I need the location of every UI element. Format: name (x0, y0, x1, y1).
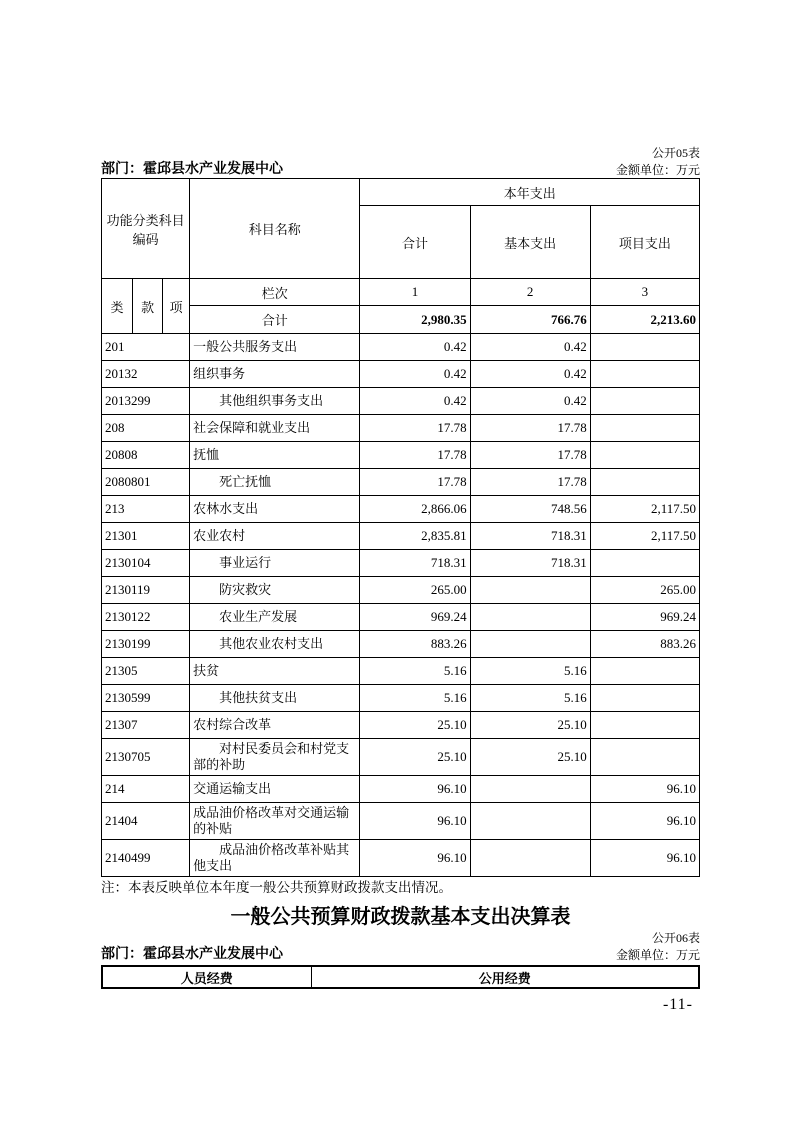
rank-col-2: 2 (470, 279, 590, 306)
amount-total-cell: 718.31 (360, 550, 470, 577)
amount-total-cell: 25.10 (360, 712, 470, 739)
code-cell: 2130122 (102, 604, 190, 631)
amount-basic-cell: 25.10 (470, 739, 590, 776)
amount-total-cell: 265.00 (360, 577, 470, 604)
subject-name-cell: 一般公共服务支出 (190, 334, 360, 361)
table-row (102, 334, 700, 361)
personnel-funds-header: 人员经费 (102, 966, 311, 988)
subject-name-cell: 防灾救灾 (190, 577, 360, 604)
table-row (102, 577, 700, 604)
amount-basic-cell (470, 631, 590, 658)
amount-basic-cell: 25.10 (470, 712, 590, 739)
amount-project-cell (590, 442, 699, 469)
amount-project-cell: 96.10 (590, 840, 699, 877)
header-subject-name: 科目名称 (190, 179, 360, 279)
amount-total-cell: 883.26 (360, 631, 470, 658)
subject-name-cell: 扶贫 (190, 658, 360, 685)
table2-meta-row (101, 946, 700, 963)
amount-project-cell (590, 469, 699, 496)
table-row (102, 469, 700, 496)
amount-basic-cell: 718.31 (470, 523, 590, 550)
code-cell: 2080801 (102, 469, 190, 496)
header-row-year (102, 179, 700, 206)
table-note: 注：本表反映单位本年度一般公共预算财政拨款支出情况。 (101, 880, 452, 895)
header-current-year: 本年支出 (360, 179, 700, 206)
amount-total-cell: 969.24 (360, 604, 470, 631)
total-amount: 2,980.35 (360, 306, 470, 334)
subject-name-cell: 社会保障和就业支出 (190, 415, 360, 442)
table2-header-row (102, 966, 699, 988)
code-cell: 21404 (102, 803, 190, 840)
amount-project-cell: 883.26 (590, 631, 699, 658)
code-cell: 2130705 (102, 739, 190, 776)
subject-name-cell: 死亡抚恤 (190, 469, 360, 496)
document-page (101, 146, 700, 989)
total-label: 合计 (190, 306, 360, 334)
subject-name-cell: 其他扶贫支出 (190, 685, 360, 712)
total-row (102, 306, 700, 334)
amount-basic-cell (470, 577, 590, 604)
code-cell: 20132 (102, 361, 190, 388)
table-row (102, 712, 700, 739)
amount-project-cell: 265.00 (590, 577, 699, 604)
table-row (102, 523, 700, 550)
amount-project-cell (590, 334, 699, 361)
subject-name-cell: 事业运行 (190, 550, 360, 577)
amount-basic-cell (470, 776, 590, 803)
table-row (102, 415, 700, 442)
amount-basic-cell: 17.78 (470, 415, 590, 442)
header-code: 功能分类科目编码 (102, 179, 190, 279)
department-label: 部门：霍邱县水产业发展中心 (101, 162, 283, 177)
table-row (102, 739, 700, 776)
code-cell: 2140499 (102, 840, 190, 877)
amount-total-cell: 5.16 (360, 685, 470, 712)
amount-project-cell (590, 739, 699, 776)
form-number-06: 公开06表 (651, 931, 700, 945)
total-project-amount: 2,213.60 (590, 306, 699, 334)
amount-basic-cell: 17.78 (470, 442, 590, 469)
amount-project-cell (590, 415, 699, 442)
code-cell: 2130199 (102, 631, 190, 658)
amount-basic-cell: 0.42 (470, 334, 590, 361)
code-cell: 2130104 (102, 550, 190, 577)
code-cell: 213 (102, 496, 190, 523)
table2-title: 一般公共预算财政拨款基本支出决算表 (230, 906, 571, 928)
table-row (102, 658, 700, 685)
form-number-05: 公开05表 (651, 146, 700, 160)
code-cell: 2130119 (102, 577, 190, 604)
rank-label: 栏次 (190, 279, 360, 306)
amount-project-cell: 96.10 (590, 776, 699, 803)
amount-total-cell: 96.10 (360, 776, 470, 803)
amount-basic-cell: 17.78 (470, 469, 590, 496)
amount-basic-cell: 5.16 (470, 685, 590, 712)
subject-name-cell: 成品油价格改革对交通运输的补贴 (190, 803, 360, 840)
table-row (102, 388, 700, 415)
public-funds-header: 公用经费 (311, 966, 699, 988)
expenditure-table (101, 178, 700, 877)
subject-name-cell: 农业农村 (190, 523, 360, 550)
table-row (102, 604, 700, 631)
table-row (102, 496, 700, 523)
amount-total-cell: 25.10 (360, 739, 470, 776)
unit-label: 金额单位：万元 (615, 163, 700, 177)
table-row (102, 685, 700, 712)
table-row (102, 776, 700, 803)
amount-basic-cell (470, 604, 590, 631)
header-class: 类 (102, 279, 133, 334)
amount-project-cell (590, 712, 699, 739)
amount-project-cell (590, 361, 699, 388)
header-basic: 基本支出 (470, 206, 590, 279)
amount-project-cell: 969.24 (590, 604, 699, 631)
subject-name-cell: 交通运输支出 (190, 776, 360, 803)
table-row (102, 550, 700, 577)
code-cell: 21301 (102, 523, 190, 550)
amount-total-cell: 17.78 (360, 442, 470, 469)
table-row (102, 442, 700, 469)
table-row (102, 631, 700, 658)
department-label-2: 部门：霍邱县水产业发展中心 (101, 947, 283, 962)
header-item: 项 (163, 279, 190, 334)
total-basic-amount: 766.76 (470, 306, 590, 334)
subject-name-cell: 农业生产发展 (190, 604, 360, 631)
subject-name-cell: 对村民委员会和村党支部的补助 (190, 739, 360, 776)
subject-name-cell: 其他组织事务支出 (190, 388, 360, 415)
amount-total-cell: 0.42 (360, 361, 470, 388)
amount-total-cell: 5.16 (360, 658, 470, 685)
code-cell: 201 (102, 334, 190, 361)
rank-col-3: 3 (590, 279, 699, 306)
amount-total-cell: 0.42 (360, 388, 470, 415)
table1-meta-row (101, 161, 700, 178)
code-cell: 20808 (102, 442, 190, 469)
header-project: 项目支出 (590, 206, 699, 279)
header-total: 合计 (360, 206, 470, 279)
subject-name-cell: 农村综合改革 (190, 712, 360, 739)
amount-project-cell: 2,117.50 (590, 523, 699, 550)
amount-basic-cell: 718.31 (470, 550, 590, 577)
code-cell: 21305 (102, 658, 190, 685)
amount-total-cell: 2,866.06 (360, 496, 470, 523)
amount-basic-cell (470, 803, 590, 840)
unit-label-2: 金额单位：万元 (615, 948, 700, 962)
amount-basic-cell: 0.42 (470, 388, 590, 415)
table-row (102, 840, 700, 877)
amount-total-cell: 96.10 (360, 840, 470, 877)
amount-project-cell (590, 550, 699, 577)
subject-name-cell: 农林水支出 (190, 496, 360, 523)
header-section: 款 (133, 279, 163, 334)
amount-project-cell (590, 658, 699, 685)
amount-total-cell: 17.78 (360, 415, 470, 442)
header-row-rank (102, 279, 700, 306)
subject-name-cell: 成品油价格改革补贴其他支出 (190, 840, 360, 877)
code-cell: 208 (102, 415, 190, 442)
amount-project-cell (590, 388, 699, 415)
amount-total-cell: 2,835.81 (360, 523, 470, 550)
amount-total-cell: 17.78 (360, 469, 470, 496)
amount-basic-cell (470, 840, 590, 877)
amount-total-cell: 96.10 (360, 803, 470, 840)
subject-name-cell: 组织事务 (190, 361, 360, 388)
basic-expenditure-table (101, 965, 700, 989)
amount-basic-cell: 5.16 (470, 658, 590, 685)
subject-name-cell: 抚恤 (190, 442, 360, 469)
amount-project-cell (590, 685, 699, 712)
page-number: -11- (662, 996, 693, 1013)
amount-basic-cell: 748.56 (470, 496, 590, 523)
amount-basic-cell: 0.42 (470, 361, 590, 388)
amount-project-cell: 96.10 (590, 803, 699, 840)
subject-name-cell: 其他农业农村支出 (190, 631, 360, 658)
table-row (102, 803, 700, 840)
rank-col-1: 1 (360, 279, 470, 306)
amount-project-cell: 2,117.50 (590, 496, 699, 523)
code-cell: 2130599 (102, 685, 190, 712)
table-row (102, 361, 700, 388)
code-cell: 2013299 (102, 388, 190, 415)
amount-total-cell: 0.42 (360, 334, 470, 361)
code-cell: 214 (102, 776, 190, 803)
code-cell: 21307 (102, 712, 190, 739)
